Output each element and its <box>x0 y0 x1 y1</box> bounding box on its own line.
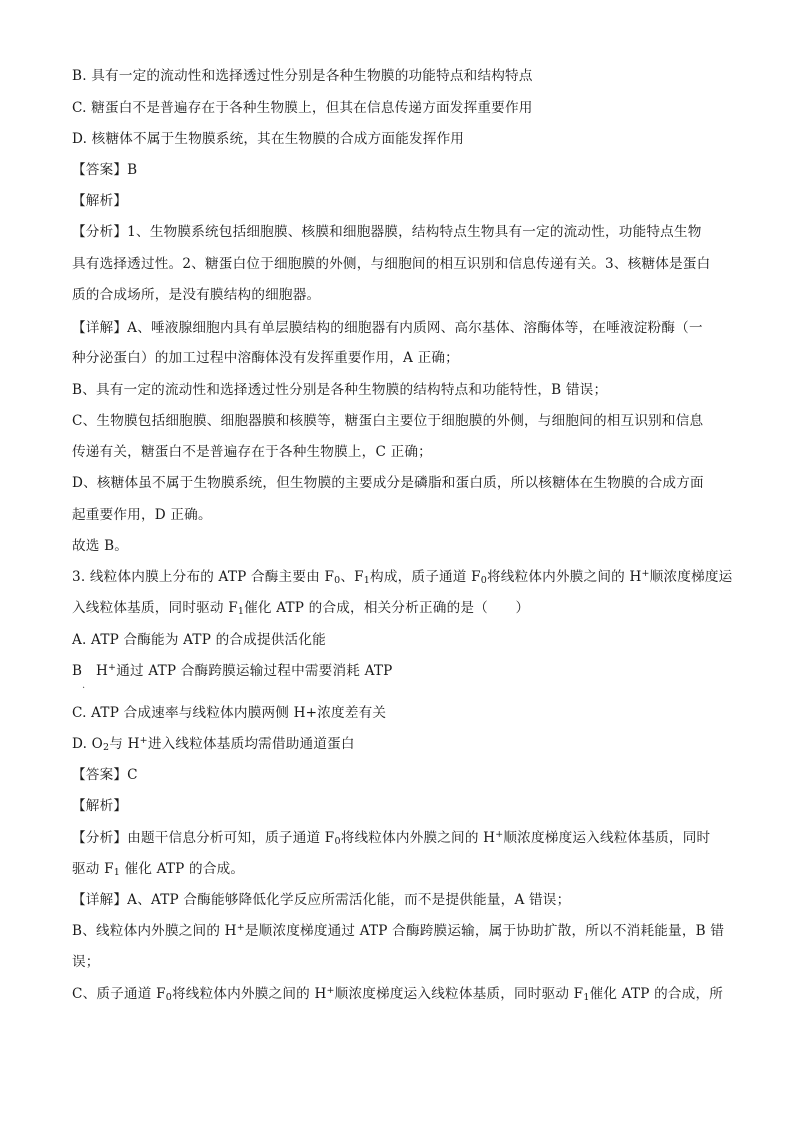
option-a-text: A. ATP 合酶能为 ATP 的合成提供活化能 <box>72 632 326 648</box>
option-d-text: D. 核糖体不属于生物膜系统，其在生物膜的合成方面能发挥作用 <box>72 131 465 147</box>
detail-paragraph: 传递有关，糖蛋白不是普遍存在于各种生物膜上，C 正确； <box>72 444 432 460</box>
option-c-text: C. ATP 合成速率与线粒体内膜两侧 H+浓度差有关 <box>72 705 387 721</box>
option-d-text: D. $O_2$与 H+进入线粒体基质均需借助通道蛋白 <box>72 735 355 753</box>
detail-paragraph: 【详解】A、唾液腺细胞内具有单层膜结构的细胞器有内质网、高尔基体、溶酶体等，在唾液淀粉酶（一 <box>72 320 703 336</box>
answer-label: 【答案】B <box>72 162 138 178</box>
answer-label: 【答案】C <box>72 767 138 783</box>
explanation-label: 【解析】 <box>72 193 128 209</box>
analysis-paragraph: 【分析】1、生物膜系统包括细胞膜、核膜和细胞器膜，结构特点生物具有一定的流动性，功能特点生物 <box>72 224 702 240</box>
option-c-text: C. 糖蛋白不是普遍存在于各种生物膜上，但其在信息传递方面发挥重要作用 <box>72 100 533 116</box>
stray-dot: · <box>82 683 86 694</box>
analysis-paragraph: 【分析】由题干信息分析可知，质子通道 $F_0$将线粒体内外膜之间的 H+顺浓度梯度运入线粒体基质，同时 <box>72 829 711 847</box>
detail-paragraph: C、质子通道 $F_0$将线粒体内外膜之间的 H+顺浓度梯度运入线粒体基质，同时驱动 $F_1$催化 ATP 的合成，所 <box>72 985 724 1003</box>
detail-paragraph: B、线粒体内外膜之间的 H+是顺浓度梯度通过 ATP 合酶跨膜运输，属于协助扩散，所以不消耗能量，B 错 <box>72 922 725 939</box>
detail-paragraph: 种分泌蛋白）的加工过程中溶酶体没有发挥重要作用，A 正确； <box>72 350 459 366</box>
analysis-paragraph: 具有选择透过性。2、糖蛋白位于细胞膜的外侧，与细胞间的相互识别和信息传递有关。3、核糖体是蛋白 <box>72 256 711 272</box>
explanation-label: 【解析】 <box>72 798 128 814</box>
conclusion-text: 故选 B。 <box>72 538 129 554</box>
detail-paragraph: B、具有一定的流动性和选择透过性分别是各种生物膜的结构特点和功能特性，B 错误； <box>72 382 608 398</box>
question-3-stem: 3. 线粒体内膜上分布的 ATP 合酶主要由 $F_0$、$F_1$构成，质子通道 $F_0$将线粒体内外膜之间的 H+顺浓度梯度运 <box>72 568 733 586</box>
option-b-text: B H+通过 ATP 合酶跨膜运输过程中需要消耗 ATP <box>72 662 393 679</box>
question-3-stem: 入线粒体基质，同时驱动 $F_1$催化 ATP 的合成，相关分析正确的是（ ） <box>72 600 530 617</box>
detail-paragraph: C、生物膜包括细胞膜、细胞器膜和核膜等，糖蛋白主要位于细胞膜的外侧，与细胞间的相互识别和信息 <box>72 413 704 429</box>
detail-paragraph: 起重要作用，D 正确。 <box>72 507 212 523</box>
analysis-paragraph: 驱动 $F_1$ 催化 ATP 的合成。 <box>72 861 245 878</box>
detail-paragraph: 【详解】A、ATP 合酶能够降低化学反应所需活化能，而不是提供能量，A 错误； <box>72 892 571 908</box>
detail-paragraph: 误； <box>72 954 100 970</box>
detail-paragraph: D、核糖体虽不属于生物膜系统，但生物膜的主要成分是磷脂和蛋白质，所以核糖体在生物膜的合成方面 <box>72 475 704 491</box>
option-b-text: B. 具有一定的流动性和选择透过性分别是各种生物膜的功能特点和结构特点 <box>72 68 533 84</box>
analysis-paragraph: 质的合成场所，是没有膜结构的细胞器。 <box>72 287 321 303</box>
